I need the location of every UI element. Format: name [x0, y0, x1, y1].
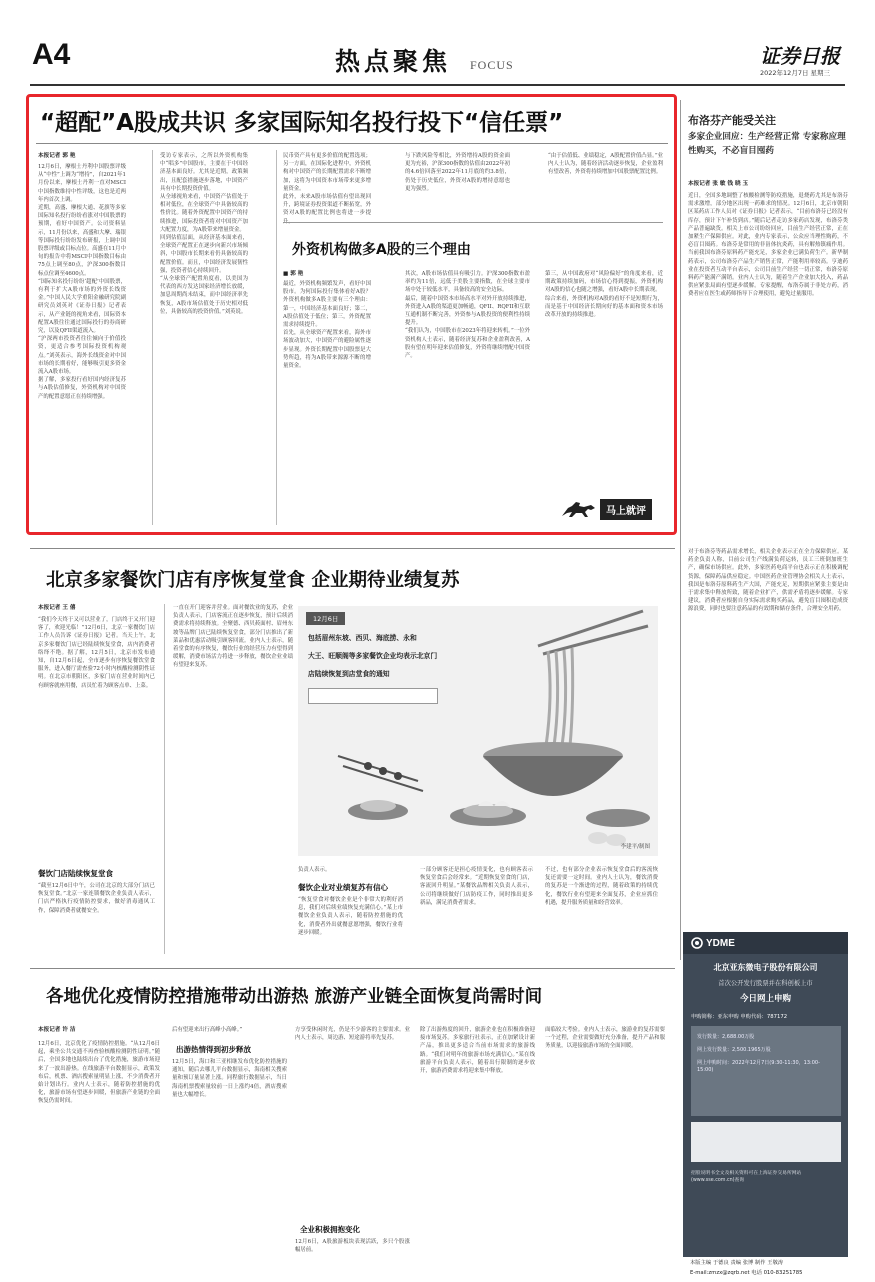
article2-col4: 一部分顾客还是担心疫情变化，也有顾客表示恢复堂食后会经常来。“近期恢复堂食的门店，客流回升明显。”某餐饮品牌相关负责人表示，公司将继续做好门店防疫工作，同时推出更多新品，满足消费者需求。: [420, 867, 533, 906]
sidebar-mid-body: 对于布洛芬等药品需求增长，相关企业表示正在全力保障供应。某药企负责人称，目前公司生产线满负荷运转，员工三班倒加班生产，确保市场供应。此外，多家医药电商平台也表示正在积极调配货源，保障药品供应稳定。中国医药企业管理协会相关人士表示，我国是布洛芬原料药生产大国，产能充足，短期供应紧张主要是由于需求集中释放所致，随着企业扩产，供需矛盾将逐步缓解。专家建议，消费者应根据自身实际需求购买药品，避免盲目囤积造成资源浪费，同时也要注意药品的有效期和储存条件，合理安全用药。: [688, 549, 848, 613]
sidebar-headline: 布洛芬产能受关注: [688, 114, 776, 127]
article2-col3-subheading: 餐饮企业对业绩复苏有信心: [298, 883, 388, 892]
article1-col2: [160, 152, 248, 525]
article2-byline: 本报记者 王 僖: [38, 605, 76, 611]
infographic-notice: [308, 688, 438, 704]
sidebar-byline: 本报记者 张 敏 钱 晓 玉: [688, 181, 749, 187]
article3-byline: 本报记者 许 洁: [38, 1027, 76, 1033]
comment-badge: [558, 497, 658, 521]
article1-headline: “超配”A股成共识 多家国际知名投行投下“信任票”: [40, 110, 564, 136]
paragraph: 近期，高盛、摩根大通、花旗等多家国际知名投行纷纷看涨对中国股票的预期，看好中国资产。公司资料显示，11月份以来，高盛和大摩、瑞银等国际投行纷纷发布研报，上调中国股票评级或目标点位。高盛在11月中旬的报告中将MSCI中国指数目标由75点上调至80点，沪深300指数目标点位调至4600点。: [38, 205, 126, 277]
paragraph: 第三，从中国政府对“风险偏好”的角度来看，近期政策持续加码，市场信心得到提振，外资机构对A股的信心也随之增强，看好A股中长期表现。: [545, 271, 663, 294]
article3-col3-a: 方享受休闲时光，仍是不少游客的主要需求。业内人士表示，周边游、短途游将率先复苏。: [295, 1027, 410, 1042]
ad-logo-strip: [691, 1122, 841, 1162]
ipo-advertisement: [683, 932, 848, 1257]
paragraph: “国际知名投行纷纷‘超配’中国股票，有利于扩大A股市场的外资长线资金。”中国人民大学重阳金融研究院副研究员刘英对《证券日报》记者表示，从产业链的视角来看，国际资本配置A股往往通过国际投行的券商研究，以及QFII渠道流入。: [38, 278, 126, 335]
paragraph: “从全球资产配置角度看，以美国为代表的西方发达国家经济增长放缓，加息周期尚未结束，而中国经济率先恢复，A股市场估值处于历史相对低位，具备较高的投资价值。”刘英说。: [160, 276, 248, 315]
article3-col2-a: 后有望迎来出行高峰小高峰。”: [172, 1027, 243, 1033]
infographic-date: 12月6日: [306, 612, 345, 625]
sub-col2: [405, 270, 530, 525]
editor-credits: 本版主编 于德良 责编 张博 制作 王敬涛: [690, 1260, 784, 1266]
ad-details-box: [691, 1026, 841, 1116]
article3-col3-b: 12月6日，A股旅游板块表现活跃，多只个股涨幅居前。: [295, 1239, 410, 1254]
article1-col1: [38, 163, 126, 525]
ydme-logo-text: YDME: [706, 937, 735, 949]
article2-col3-a: 负责人表示。: [298, 867, 331, 873]
article1-headline-rule: [36, 143, 668, 144]
infographic-text-2: 大王、旺顺阁等多家餐饮企业均表示北京门: [308, 652, 438, 660]
ad-detail-line: 网上申购时间：2022年12月7日(9:30-11:30，13:00-15:00): [697, 1060, 820, 1073]
column-divider: [152, 150, 153, 525]
page-number: A4: [32, 38, 71, 71]
article3-col2-b: 12月5日，海口和三亚相继发布优化防控措施的通知，随后去哪儿平台数据显示，海南相关搜索量和预订量显著上涨。同程旅行数据显示，当日海南机票搜索量较前一日上涨约4倍，酒店搜索量也大幅增长。: [172, 1059, 287, 1098]
issue-date: 2022年12月7日 星期三: [760, 69, 831, 77]
sub-col1: [283, 280, 371, 525]
paragraph: “由于估值低、业绩稳定，A股配置价值凸显。”业内人士认为，随着经济活动逐步恢复，企业盈利有望改善，外资将持续增加中国股票配置比例。: [548, 153, 663, 176]
article3-col5: 面临较大考验。业内人士表示，旅游业的复苏需要一个过程，企业需要做好充分准备，提升产品和服务质量，以迎接旅游市场的全面回暖。: [545, 1027, 665, 1050]
article3-col2-subheading: 出游热情得到初步释放: [176, 1045, 251, 1054]
sidebar-divider: [680, 100, 681, 960]
ydme-logo: [691, 937, 735, 949]
article3-col1: 12月6日，北京优化了疫情防控措施。“从12月6日起，乘坐公共交通不再查验核酸检测阴性证明。”随后，全国多地也陆续出台了优化措施，旅游市场迎来了一波出游热。在线旅游平台数据显示，政策发布后，机票、酒店搜索量明显上涨，不少消费者开始计划出行。业内人士表示，随着防控措施的优化，旅游市场有望逐步回暖，但旅游产业链的全面恢复仍需时间。: [38, 1041, 160, 1105]
article3-headline: 各地优化疫情防控措施带动出游热 旅游产业链全面恢复尚需时间: [46, 987, 543, 1007]
horse-icon: [558, 498, 598, 520]
article2-top-rule: [30, 548, 675, 549]
paragraph: 一直在开门迎客并营业。面对餐饮业的复苏，企业负责人表示，门店客流正在逐步恢复，预计后续消费需求将持续释放。全聚德、西贝莜面村、眉州东坡等品牌门店已陆续恢复堂食，部分门店推出了新菜品和优惠活动吸引顾客回流。业内人士表示，随着堂食的有序恢复，餐饮行业的经营压力有望得到缓解，消费市场活力将进一步释放，餐饮企业业绩有望迎来复苏。: [173, 605, 293, 669]
subheading-rule: [283, 222, 663, 223]
ad-company: 北京亚东微电子股份有限公司: [713, 963, 818, 972]
paragraph: 从全球视角来看，中国资产估值处于相对低位，在全球资产中具备较高的性价比。随着外资配置中国资产的持续推进，国际投资者将对中国资产加大配置力度，为A股带来增量资金。: [160, 194, 248, 233]
sub-byline: ■ 郭 艳: [283, 271, 304, 277]
article3-col4: 除了出游热度的回升，旅游企业也在积极准备迎接市场复苏。多家旅行社表示，正在加紧设计新产品，推出更多适合当前市场需求的旅游线路。“我们对明年的旅游市场充满信心。”某在线旅游平台负责人表示，随着出行限制的逐步放开，旅游消费需求将迎来集中释放。: [420, 1027, 535, 1075]
paragraph: 最近，外资机构频繁发声，看好中国股市。为何国际投行集体看好A股？外资机构做多A股主要有三个理由：第一，中国经济基本面良好；第二，A股估值处于低位；第三，外资配置需求持续提升。: [283, 281, 371, 329]
paragraph: 与下跌风险等相比，外资增持A股的资金面更为充裕，沪深300指数的估值由2022年初的4.6倍回落至2022年11月底的约3.8倍，仍处于历史低位，外资对A股的增持意愿也更为强烈。: [405, 153, 510, 192]
masthead-rule: [30, 84, 845, 86]
ad-bottom-text: 招股说明书全文及相关资料可在上海证券交易所网站(www.sse.com.cn)查询: [691, 1171, 802, 1183]
article1-byline: 本报记者 郭 艳: [38, 153, 76, 159]
column-divider: [276, 150, 277, 525]
paragraph: 12月6日，摩根士丹利中国股票评级从“中性”上调为“增持”，自2021年1月份以来，摩根士丹利一直对MSCI中国指数维持中性评级，这也是近两年内首次上调。: [38, 164, 126, 203]
article2-col1-subheading: 餐饮门店陆续恢复堂食: [38, 869, 113, 878]
article3-col3-subheading: 全业积极拥抱变化: [300, 1225, 360, 1234]
article2-col2: [173, 604, 293, 954]
sidebar-subheadline: 多家企业回应：生产经营正常 专家称应理性购买，不必盲目囤药: [688, 132, 846, 156]
infographic-credit: 李建平/制图: [620, 844, 650, 850]
paper-logo: 证券日报: [760, 44, 840, 68]
paragraph: 回到估值层面，从经济基本面来看，全球资产配置正在逐步向新兴市场倾斜，中国股市长期来看仍具备较高的配置价值。而且，中国经济发展韧性强，投资者信心持续回升。: [160, 235, 248, 274]
article2-col1: [38, 616, 155, 896]
ad-detail-line: 网上发行数量：2,500.1965万股: [697, 1047, 771, 1053]
article1-col3: [283, 152, 371, 217]
ad-subtitle: 首次公开发行股票并在科创板上市: [718, 980, 813, 987]
article1-col4: [405, 152, 510, 212]
badge-label: 马上就评: [600, 499, 652, 520]
article2-headline: 北京多家餐饮门店有序恢复堂食 企业期待业绩复苏: [46, 570, 460, 591]
column-divider: [164, 604, 165, 954]
article1-subheading: 外资机构做多A股的三个理由: [292, 242, 471, 258]
ad-detail-line: 发行数量：2,688.00万股: [697, 1034, 755, 1040]
article1-col5: [548, 152, 663, 212]
paragraph: 此外，未来A股市场估值有望出现回升，跨境证券投资渠道不断拓宽，外资对A股的配置比例也将进一步提: [283, 194, 371, 217]
paragraph: 最后，随着中国资本市场高水平对外开放持续推进，外资进入A股的渠道更加畅通，QFII、RQFII和互联互通机制不断完善，外资参与A股投资的便利性持续提升。: [405, 295, 530, 327]
paragraph: “沪深两市投资者往往倾向于价值投资，更适合参考国际投资机构观点。”刘英表示，海外长线资金对中国市场的长期看好，能够吸引更多资金流入A股市场。: [38, 336, 126, 376]
masthead: [0, 0, 875, 90]
restaurant-infographic: [298, 606, 658, 856]
article2-col1-tail: “截至12月6日中午，公司在北京的大部分门店已恢复堂食。”北京一家连锁餐饮企业负责人表示，门店严格执行疫情防控要求，做好消毒通风工作，保障消费者就餐安全。: [38, 883, 155, 914]
article2-col3-b: “恢复堂食对餐饮企业是个非常大的利好消息，我们对后续业绩恢复充满信心。”某上市餐饮企业负责人表示，随着防控措施的优化，消费者外出就餐意愿增强，餐饮行业将逐步回暖。: [298, 897, 403, 936]
contact-line: E-mail:zmzx@zqrb.net 电话 010-83251785: [690, 1270, 803, 1276]
ad-today: 今日网上申购: [739, 994, 791, 1004]
paragraph: 受访专家表示，之所以外资机构集中“唱多”中国股市，主要在于中国经济基本面良好。尤其是近期，政策频出，且配套措施逐步落地，中国资产具有中长期投资价值。: [160, 153, 248, 192]
infographic-text-3: 店陆续恢复到店堂食的通知: [308, 670, 390, 678]
infographic-text-1: 包括眉州东坡、西贝、海底捞、永和: [308, 634, 417, 642]
paragraph: 综合来看，外资机构对A股的看好不是短期行为，而是基于中国经济长期向好的基本面和资本市场改革开放的持续推进。: [545, 295, 663, 319]
paragraph: 其次，A股市场估值具有吸引力。沪深300指数市盈率约为11倍，远低于美股主要指数，在全球主要市场中处于较低水平，具备较高的安全边际。: [405, 271, 530, 294]
sidebar-body: 近日，全国多地调整了核酸检测等防疫措施，退烧药尤其是布洛芬需求激增，部分地区出现一药难求的情况。12月6日，北京市朝阳区某药店工作人员对《证券日报》记者表示，“目前布洛芬已经没有库存，预计下午补货到店。”随后记者走访多家药店发现，布洛芬类产品普遍缺货。相关上市公司纷纷回应，目前生产经营正常，正在加紧生产保障供应。对此，业内专家表示，公众应当理性购药，不必盲目囤药。布洛芬是常用的非甾体抗炎药，具有解热镇痛作用。当前我国布洛芬原料药产能充足，多家企业已满负荷生产。新华制药表示，公司布洛芬产品生产销售正常，产能利用率较高。亨迪药业在投资者互动平台表示，公司目前生产经营一切正常，布洛芬原料药产能满产满销。业内人士认为，随着生产企业加大投入，药品供应紧张局面有望逐步缓解。专家提醒，布洛芬属于非处方药，消费者应在医生或药师指导下合理使用，避免过量服用。: [688, 193, 848, 298]
paragraph: 据了解，多家投行看好国内经济复苏与A股估值修复，外资机构对中国资产的配置意愿正在持续增强。: [38, 377, 126, 400]
section-title: 热点聚焦: [335, 47, 452, 76]
ydme-logo-icon: [691, 937, 703, 949]
food-illustration: [298, 606, 658, 856]
paragraph: 首先，从全球资产配置来看，海外市场波动加大，中国资产的避险属性逐步显现。外资长期配置中国股票是大势所趋，将为A股带来源源不断的增量资金。: [283, 330, 371, 370]
ad-ticker: 申购简称：亚东申购 申购代码：787172: [691, 1014, 788, 1020]
section-english: FOCUS: [470, 58, 514, 72]
article3-top-rule: [30, 968, 675, 969]
article2-col5: 不过，也有部分企业表示恢复堂食后的客流恢复还需要一定时间。业内人士认为，餐饮消费的复苏是一个渐进的过程，随着政策的持续优化，餐饮行业有望迎来全面复苏，企业应抓住机遇，提升服务质量和经营效率。: [545, 867, 658, 906]
sub-col3: [545, 270, 663, 488]
paragraph: “我们认为，中国股市在2023年将迎来转机。”一位外资机构人士表示，随着经济复苏和企业盈利改善，A股有望在明年迎来估值修复，外资将继续增配中国资产。: [405, 328, 530, 360]
paragraph: 民币资产具有更多价值的配置选项；另一方面，在国际化进程中，外资机构对中国资产的长期配置需求不断增加，这将为中国资本市场带来更多增量资金。: [283, 153, 371, 192]
paragraph: “我们今天终于又可以营业了，门店终于又开门迎客了，欢迎光临！”12月6日，北京一家餐饮门店工作人员告诉《证券日报》记者。当天上午，北京多家餐饮门店已经陆续恢复堂食，店内消费者络绎不绝。据了解，12月5日，北京市发布通知，自12月6日起，全市逐步有序恢复餐饮堂食服务，进入餐厅需查验72小时内核酸检测阴性证明。在北京市朝阳区，多家门店在营业时间内已有顾客就座用餐，店员忙着为顾客点单、上菜。: [38, 617, 155, 689]
